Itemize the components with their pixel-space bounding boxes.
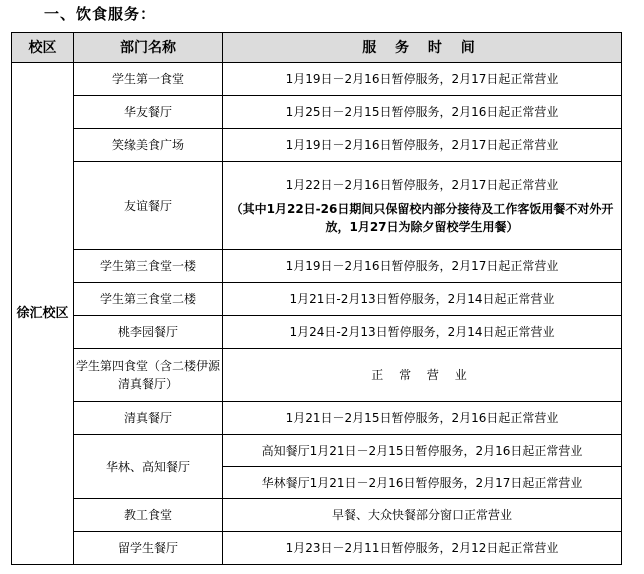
dept-name: 学生第四食堂（含二楼伊源清真餐厅）	[74, 349, 223, 402]
table-row	[12, 250, 622, 283]
service-time: 1月21日－2月15日暂停服务，2月16日起正常营业	[223, 402, 622, 435]
table-row	[12, 162, 622, 250]
header-service: 服 务 时 间	[223, 33, 622, 63]
service-time: 1月21日-2月13日暂停服务，2月14日起正常营业	[223, 283, 622, 316]
table-row	[12, 532, 622, 565]
header-campus: 校区	[12, 33, 74, 63]
table-row	[12, 96, 622, 129]
service-note: （其中1月22日-26日期间只保留校内部分接待及工作客饭用餐不对外开放，1月27日为除夕留校学生用餐）	[230, 201, 614, 234]
service-time-cell	[223, 162, 622, 250]
dept-name: 留学生餐厅	[74, 532, 223, 565]
dept-name: 清真餐厅	[74, 402, 223, 435]
table-row	[12, 316, 622, 349]
service-time: 早餐、大众快餐部分窗口正常营业	[223, 499, 622, 532]
dept-name: 学生第三食堂一楼	[74, 250, 223, 283]
service-time: 华林餐厅1月21日－2月16日暂停服务，2月17日起正常营业	[223, 467, 622, 499]
service-time: 1月25日－2月15日暂停服务，2月16日起正常营业	[223, 96, 622, 129]
dept-name: 华友餐厅	[74, 96, 223, 129]
service-time: 1月19日－2月16日暂停服务，2月17日起正常营业	[223, 250, 622, 283]
dept-name: 华林、高知餐厅	[74, 435, 223, 499]
service-time: 高知餐厅1月21日－2月15日暂停服务，2月16日起正常营业	[223, 435, 622, 467]
service-time: 1月24日-2月13日暂停服务，2月14日起正常营业	[223, 316, 622, 349]
service-time: 1月19日－2月16日暂停服务，2月17日起正常营业	[223, 63, 622, 96]
table-row	[12, 283, 622, 316]
service-time: 正 常 营 业	[223, 349, 622, 402]
service-schedule-table	[11, 32, 622, 565]
dept-name: 桃李园餐厅	[74, 316, 223, 349]
campus-cell: 徐汇校区	[12, 63, 74, 565]
service-time: 1月19日－2月16日暂停服务，2月17日起正常营业	[223, 129, 622, 162]
service-time: 1月23日－2月11日暂停服务，2月12日起正常营业	[223, 532, 622, 565]
dept-name: 学生第一食堂	[74, 63, 223, 96]
dept-name: 笑缘美食广场	[74, 129, 223, 162]
table-row	[12, 63, 622, 96]
dept-name: 教工食堂	[74, 499, 223, 532]
table-row	[12, 349, 622, 402]
table-header-row	[12, 33, 622, 63]
dept-name: 友谊餐厅	[74, 162, 223, 250]
table-row	[12, 129, 622, 162]
header-dept: 部门名称	[74, 33, 223, 63]
table-row	[12, 402, 622, 435]
table-row	[12, 499, 622, 532]
section-title: 一、饮食服务：	[44, 5, 157, 23]
table-row	[12, 435, 622, 467]
dept-name: 学生第三食堂二楼	[74, 283, 223, 316]
service-time: 1月22日－2月16日暂停服务，2月17日起正常营业	[285, 177, 559, 192]
